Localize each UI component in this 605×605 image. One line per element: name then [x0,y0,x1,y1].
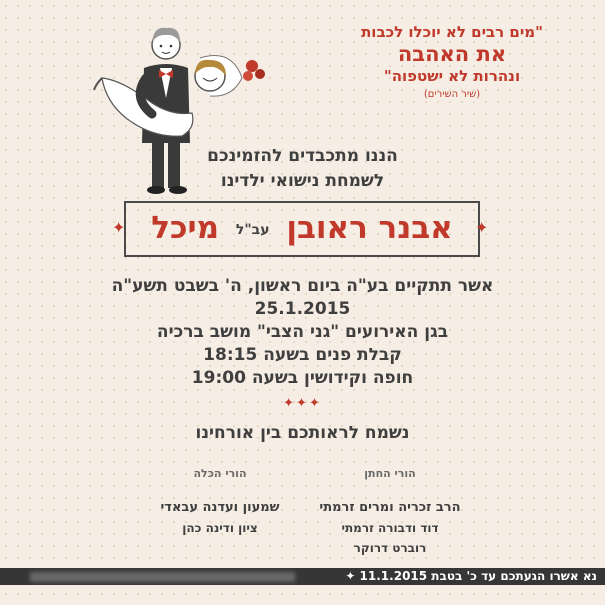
intro-line-2: לשמחת נישואי ילדינו [220,171,385,191]
quote-line-1: "מים רבים לא יוכלו לכבות [361,23,543,41]
bride-parents-line-1: שמעון ועדנה עבאדי [160,500,280,515]
intro-line-1: הננו מתכבדים להזמינכם [207,146,398,166]
groom-parents-line-2: דוד ודבורה זרמתי [341,521,439,535]
chuppah-time: חופה וקידושין בשעה 19:00 [191,368,414,388]
event-venue: בגן האירועים "גני הצבי" מושב ברכיה [156,322,449,342]
groom-eye-right [170,45,173,48]
bride-legs [94,78,102,90]
couple-names-frame [124,201,480,257]
song-of-songs-quote [317,22,587,100]
bride-name: מיכל [151,210,220,246]
reception-time: קבלת פנים בשעה 18:15 [203,345,402,365]
couple-names [126,208,478,250]
diamond-ornament-right: ✦ [475,218,489,237]
groom-name: אבנר ראובן [286,210,453,246]
bouquet-flower-2 [255,69,265,79]
quote-source: (שיר השירים) [423,89,481,100]
quote-line-3: ונהרות לא ישטפוה" [383,67,521,85]
welcome-line: נשמח לראותכם בין אורחינו [195,423,410,443]
invitation-intro [0,144,605,194]
quote-line-2: את האהבה [397,42,507,66]
bride-parents-header: הורי הכלה [193,467,247,480]
groom-parents-line-3: רוברט דרוקר [353,541,427,555]
groom-parents-header: הורי החתן [364,467,416,480]
stars-ornament: ✦✦✦ [283,396,322,411]
bride-parents [140,467,300,538]
event-details [0,275,605,390]
rsvp-text: נא אשרו הגעתכם עד כ' בטבת 11.1.2015 ✦ [345,569,597,583]
rsvp-footer-bar [0,568,605,585]
event-day-line: אשר תתקיים בע"ה ביום ראשון, ה' בשבט תשע"ה [111,276,494,296]
bride-parents-line-2: ציון ודינה כהן [182,521,258,535]
bouquet-flower-3 [243,71,253,81]
diamond-ornament-left: ✦ [112,218,126,237]
groom-parents [300,467,480,558]
groom-parents-line-1: הרב זכריה ומרים זרמתי [319,500,461,515]
event-date: 25.1.2015 [254,299,351,319]
groom-eye-left [160,45,163,48]
names-separator: עב"ל [235,221,270,238]
redacted-contact-info [30,572,295,582]
bouquet-flower-1 [246,60,258,72]
